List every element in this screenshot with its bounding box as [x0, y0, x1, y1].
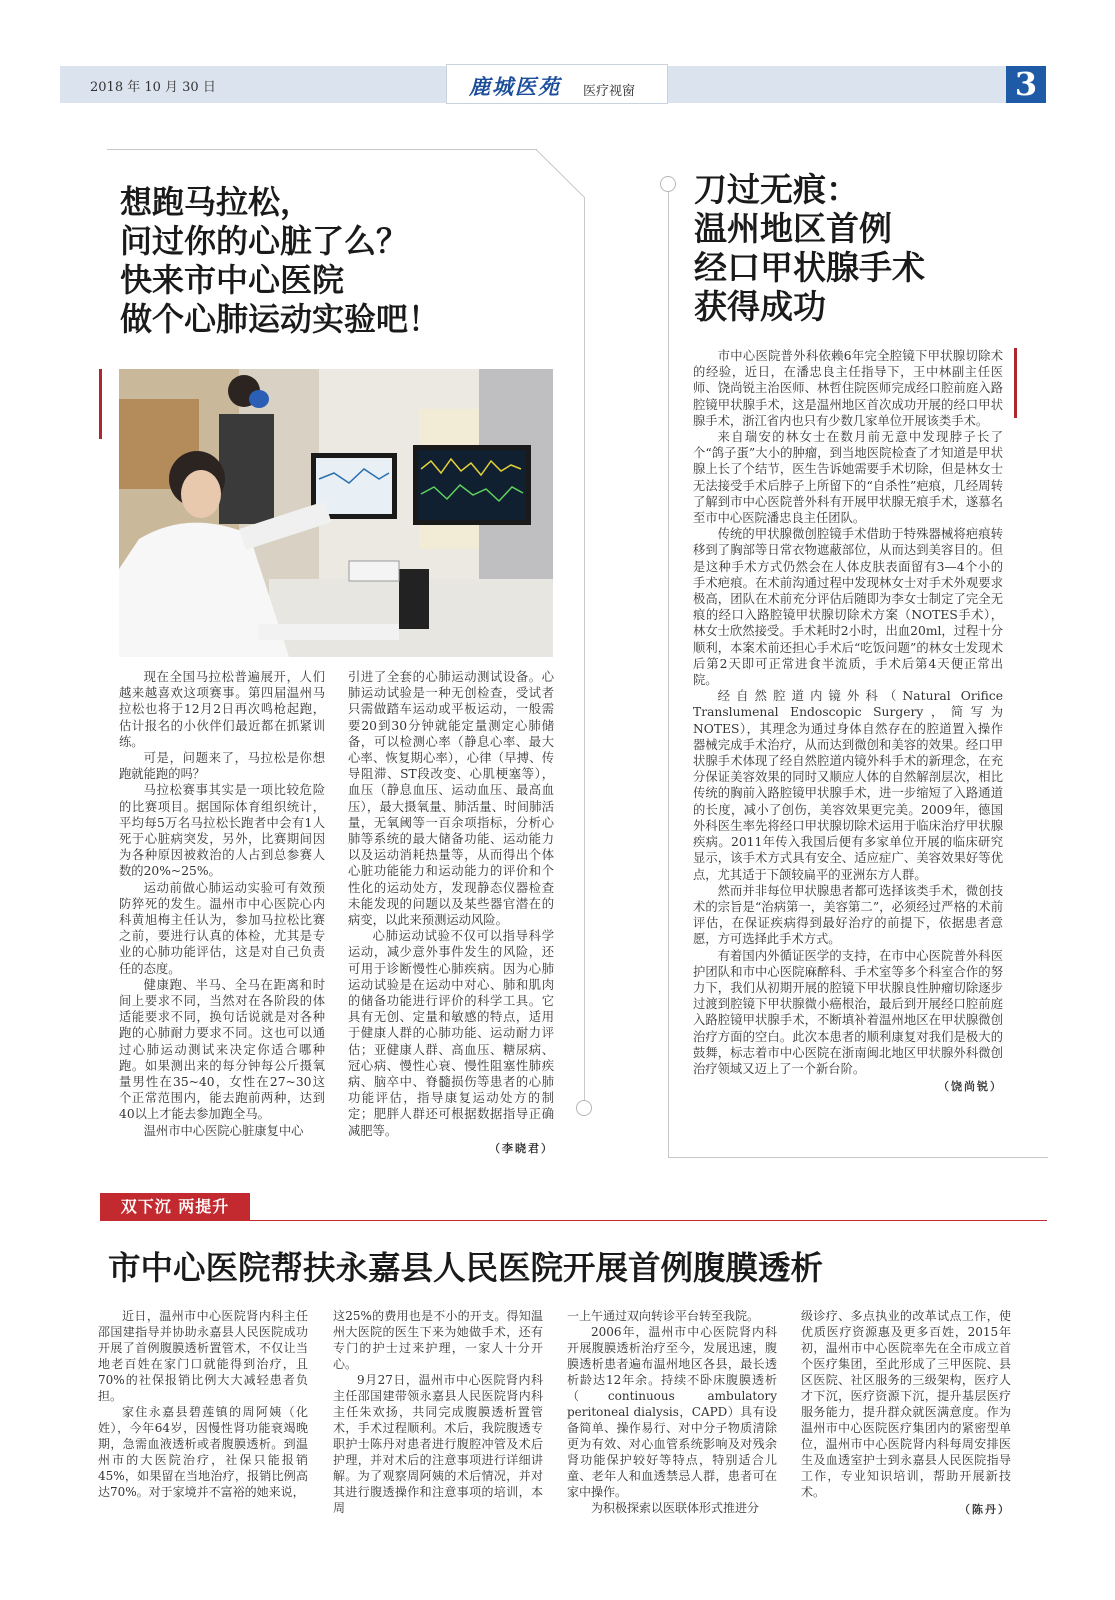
- article1-column-2: [348, 669, 554, 1157]
- article3-paragraph: 家住永嘉县碧莲镇的周阿姨（化姓），今年64岁，因慢性肾功能衰竭晚期，急需血液透析或者腹膜透析。到温州市的大医院治疗，社保只能报销45%，如果留在当地治疗，报销比例高达70%。对于家境并不富裕的她来说，: [98, 1405, 308, 1499]
- section-tag: 双下沉 两提升: [100, 1193, 250, 1221]
- article1-paragraph: 运动前做心肺运动实验可有效预防猝死的发生。温州市中心医院心内科黄旭梅主任认为，参加马拉松比赛之前，要进行认真的体检，尤其是专业的心肺功能评估，这是对自己负责任的态度。: [119, 880, 325, 976]
- article1-headline-line: 快来市中心医院: [120, 261, 345, 299]
- article3-column-3: [567, 1308, 777, 1516]
- frame-circle-top: [660, 176, 676, 192]
- article2-headline-line: 经口甲状腺手术: [694, 248, 925, 287]
- article3-paragraph: 9月27日，温州市中心医院肾内科主任邵国建带领永嘉县人民医院肾内科主任朱欢扬，共同完成腹膜透析置管术，手术过程顺利。术后，我院腹透专职护士陈丹对患者进行腹腔冲管及术后护理，并对术后的注意事项进行详细讲解。为了观察周阿姨的术后情况，并对其进行腹透操作和注意事项的培训，本周: [333, 1373, 543, 1515]
- article1-headline-line: 做个心肺运动实验吧！: [120, 300, 441, 338]
- article1-paragraph: 健康跑、半马、全马在距离和时间上要求不同，当然对在各阶段的体适能要求不同，换句话说就是对各种跑的心肺耐力要求不同。这也可以通过心肺运动测试来决定你适合哪种跑。如果测出来的每分钟每公斤摄氧量男性在35~40，女性在27~30这个正常范围内，能去跑前两种，达到40以上才能去参加跑全马。: [119, 977, 325, 1122]
- article2-paragraph: 然而并非每位甲状腺患者都可选择该类手术，微创技术的宗旨是“治病第一，美容第二”，必须经过严格的术前评估，在保证疾病得到最好治疗的前提下，依据患者意愿，方可选择此手术方式。: [693, 883, 1003, 947]
- article2-column: [693, 348, 1003, 1095]
- frame-right-line: [584, 197, 585, 1102]
- issue-date: 2018 年 10 月 30 日: [90, 80, 216, 95]
- article1-column-1: [119, 669, 325, 1139]
- article3-paragraph: 这25%的费用也是不小的开支。得知温州大医院的医生下来为她做手术，还有专门的护士过来护理，一家人十分开心。: [333, 1309, 543, 1371]
- left-red-bar: [99, 369, 102, 439]
- article2-paragraph: 经自然腔道内镜外科（Natural Orifice Translumenal Endoscopic Surgery，简写为NOTES），其理念为通过身体自然存在的腔道置入操作器械完成手术治疗，从而达到微创和美容的效果。经口甲状腺手术体现了经自然腔道内镜外科手术的新理念，在充分保证美容效果的同时又顺应人体的自然解剖层次，相比传统的胸前入路腔镜甲状腺手术，进一步缩短了入路通道的长度，减小了创伤，美容效果更完美。2009年，德国外科医生率先将经口甲状腺切除术运用于临床治疗甲状腺疾病。2011年传入我国后便有多家单位开展的临床研究显示，该手术方式具有安全、适应症广、美容效果好等优点，尤其适于下颌较扁平的亚洲东方人群。: [693, 689, 1003, 882]
- article3-paragraph: 为积极探索以医联体形式推进分: [591, 1501, 760, 1515]
- article1-paragraph: 马拉松赛事其实是一项比较危险的比赛项目。据国际体育组织统计，平均每5万名马拉松长跑者中会有1人死于心脏病突发，另外，比赛期间因为各种原因被救治的人占到总参赛人数的20%~25%。: [119, 783, 325, 879]
- article1-headline-line: 问过你的心脏了么？: [120, 222, 409, 260]
- frame-left-line: [668, 192, 669, 1157]
- article1-photo: [119, 369, 553, 657]
- article3-column-1: [98, 1308, 308, 1500]
- article1-headline: [120, 183, 440, 339]
- article1-paragraph: 现在全国马拉松普遍展开，人们越来越喜欢这项赛事。第四届温州马拉松也将于12月2日再次鸣枪起跑，估计报名的小伙伴们最近都在抓紧训练。: [119, 670, 325, 749]
- article1-signature: （李晓君）: [489, 1141, 554, 1155]
- frame-top-line: [107, 149, 537, 150]
- article1-paragraph: 心肺运动试验不仅可以指导科学运动，减少意外事件发生的风险，还可用于诊断慢性心肺疾病。因为心肺运动试验是在运动中对心、肺和肌肉的储备功能进行评价的科学工具。它具有无创、定量和敏感的特点，适用于健康人群的心肺功能、运动耐力评估；亚健康人群、高血压、糖尿病、冠心病、慢性心衰、慢性阻塞性肺疾病、脑卒中、脊髓损伤等患者的心肺功能评估，指导康复运动处方的制定；肥胖人群还可根据数据指导正确减肥等。: [348, 929, 554, 1138]
- frame-circle-bottom: [576, 1100, 592, 1116]
- article1-paragraph: 温州市中心医院心脏康复中心: [143, 1123, 304, 1138]
- article3-headline: 市中心医院帮扶永嘉县人民医院开展首例腹膜透析: [108, 1249, 824, 1287]
- section-tag-line: [100, 1220, 1047, 1221]
- article2-headline-line: 获得成功: [694, 287, 826, 326]
- article3-paragraph: 2006年，温州市中心医院肾内科开展腹膜透析治疗至今，发展迅速，腹膜透析患者遍布温州地区各县，最长透析龄达12年余。持续不卧床腹膜透析（continuous ambulatory peritoneal dialysis，CAPD）具有设备简单、操作易行、对中分子物质清除更为有效、对心血管系统影响及对残余肾功能保护较好等特点，特别适合儿童、老年人和血透禁忌人群，患者可在家中操作。: [567, 1325, 777, 1499]
- article1-paragraph: 引进了全套的心肺运动测试设备。心肺运动试验是一种无创检查，受试者只需做踏车运动或平板运动，一般需要20到30分钟就能定量测定心肺储备，可以检测心率（静息心率、最大心率、恢复期心率），心律（早搏、传导阻滞、ST段改变、心肌梗塞等），血压（静息血压、运动血压、最高血压），最大摄氧量、肺活量、时间肺活量，无氧阈等一百余项指标，分析心肺等系统的最大储备功能、运动能力以及运动消耗热量等，从而得出个体心脏功能能力和运动能力的评价和个性化的运动处方，发现静态仪器检查未能发现的问题以及某些器官潜在的病变，以此来预测运动风险。: [348, 670, 554, 928]
- masthead-logo: 鹿城医苑: [469, 74, 561, 99]
- article2-paragraph: 市中心医院普外科依赖6年完全腔镜下甲状腺切除术的经验，近日，在潘忠良主任指导下，王中林副主任医师、饶尚锐主治医师、林哲住院医师完成经口腔前庭入路腔镜甲状腺手术，这是温州地区首次成功开展的经口甲状腺手术，浙江省内也只有少数几家单位开展该类手术。: [693, 349, 1003, 428]
- frame-bottom-line: [668, 1157, 1048, 1158]
- article1-paragraph: 可是，问题来了，马拉松是你想跑就能跑的吗？: [119, 751, 325, 782]
- article2-headline: [694, 170, 925, 326]
- article3-paragraph: 一上午通过双向转诊平台转至我院。: [567, 1309, 760, 1323]
- article2-signature: （饶尚锐）: [938, 1080, 1003, 1094]
- article3-column-4: [801, 1308, 1011, 1518]
- article2-paragraph: 传统的甲状腺微创腔镜手术借助于特殊器械将疤痕转移到了胸部等日常衣物遮蔽部位，从而达到美容目的。但是这种手术方式仍然会在人体皮肤表面留有3—4个小的手术疤痕。在术前沟通过程中发现林女士对手术外观要求极高，团队在术前充分评估后随即为李女士制定了完全无痕的经口入路腔镜甲状腺切除术方案（NOTES手术），林女士欣然接受。手术耗时2小时，出血20ml，过程十分顺利，本案术前还担心手术后“吃饭问题”的林女士发现术后第2天即可正常进食半流质，手术后第4天便正常出院。: [693, 527, 1003, 688]
- cardiopulmonary-exercise-test-photo-icon: [119, 369, 553, 657]
- article3-signature: （陈丹）: [959, 1503, 1011, 1516]
- article3-paragraph: 近日，温州市中心医院肾内科主任邵国建指导并协助永嘉县人民医院成功开展了首例腹膜透析置管术，不仅让当地老百姓在家门口就能得到治疗，且70%的社保报销比例大大减轻患者负担。: [98, 1309, 308, 1403]
- page-header: [60, 66, 1046, 103]
- frame-diagonal-line: [536, 149, 586, 199]
- article2-paragraph: 有着国内外循证医学的支持，在市中心医院普外科医护团队和市中心医院麻醉科、手术室等多个科室合作的努力下，我们从初期开展的腔镜下甲状腺良性肿瘤切除逐步过渡到腔镜下甲状腺微小癌根治，最后到开展经口腔前庭入路腔镜甲状腺手术，不断填补着温州地区在甲状腺微创治疗方面的空白。此次本患者的顺利康复对我们是极大的鼓舞，标志着市中心医院在浙南闽北地区甲状腺外科微创治疗领域又迈上了一个新台阶。: [693, 948, 1003, 1076]
- page-number: 3: [1006, 66, 1046, 103]
- section-name: 医疗视窗: [583, 84, 636, 99]
- article2-headline-line: 刀过无痕：: [694, 170, 859, 209]
- article1-headline-line: 想跑马拉松，: [120, 183, 313, 221]
- right-red-bar: [1014, 348, 1017, 418]
- article2-headline-line: 温州地区首例: [694, 209, 892, 248]
- article3-paragraph: 级诊疗、多点执业的改革试点工作，使优质医疗资源惠及更多百姓，2015年初，温州市中心医院率先在全市成立首个医疗集团，至此形成了三甲医院、县区医院、社区服务的三级架构，医疗人才下沉，医疗资源下沉，提升基层医疗服务能力，提升群众就医满意度。作为温州市中心医院医疗集团内的紧密型单位，温州市中心医院肾内科每周安排医生及血透室护士到永嘉县人民医院指导工作，专业知识培训，帮助开展新技术。: [801, 1309, 1011, 1499]
- article3-column-2: [333, 1308, 543, 1516]
- masthead: [446, 64, 668, 104]
- article2-paragraph: 来自瑞安的林女士在数月前无意中发现脖子长了个“鸽子蛋”大小的肿瘤，到当地医院检查了才知道是甲状腺上长了个结节，医生告诉她需要手术切除，但是林女士无法接受手术后脖子上所留下的“自杀性”疤痕，几经周转了解到市中心医院普外科有开展甲状腺无痕手术，遂慕名至市中心医院潘忠良主任团队。: [693, 430, 1003, 526]
